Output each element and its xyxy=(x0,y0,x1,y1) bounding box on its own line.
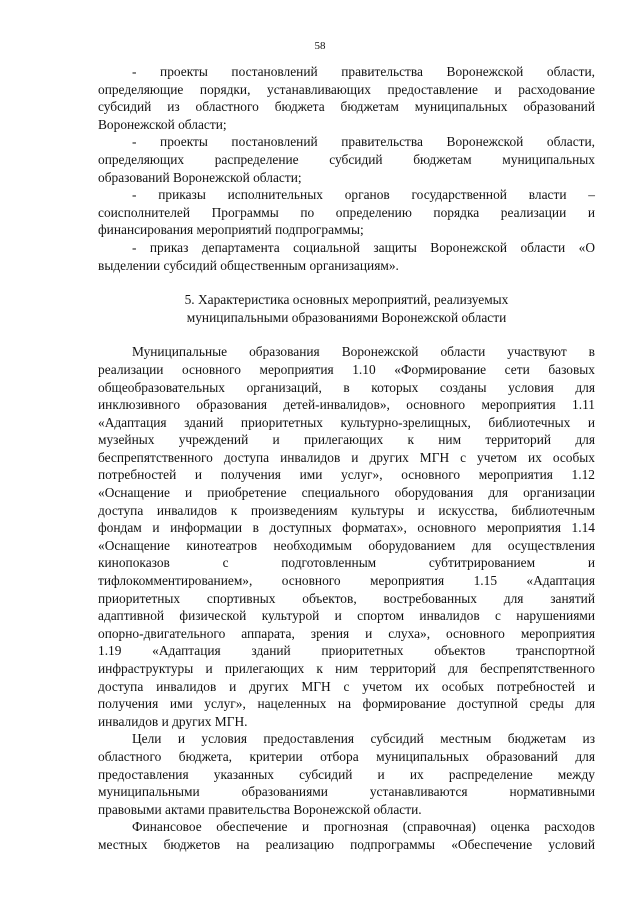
paragraph-line: местных бюджетов на реализацию подпрограммы «Обеспечение условий xyxy=(98,836,595,852)
paragraph-financing xyxy=(98,818,595,853)
list-line: соисполнителей Программы по определению порядка реализации и xyxy=(98,204,595,220)
paragraph-subsidy-conditions xyxy=(98,730,595,818)
section-heading-line: 5. Характеристика основных мероприятий, реализуемых xyxy=(184,292,509,308)
paragraph-line: «Адаптация зданий приоритетных культурно-зрелищных, библиотечных и xyxy=(98,414,595,430)
paragraph-line: Финансовое обеспечение и прогнозная (справочная) оценка расходов xyxy=(132,819,595,835)
paragraph-municipal-participation xyxy=(98,343,595,730)
paragraph-line: правовыми актами правительства Воронежской области. xyxy=(98,801,422,817)
section-heading-line: муниципальными образованиями Воронежской области xyxy=(186,309,507,325)
list-line: - проекты постановлений правительства Воронежской области, xyxy=(132,134,595,150)
body-text xyxy=(98,63,595,854)
list-line: финансирования мероприятий подпрограммы; xyxy=(98,222,364,238)
paragraph-line: «Оснащение кинотеатров необходимым оборудованием для осуществления xyxy=(98,537,595,553)
paragraph-line: тифлокомментированием», основного мероприятия 1.15 «Адаптация xyxy=(98,573,595,589)
paragraph-line: кинопоказов с подготовленным субтитрированием и xyxy=(98,555,595,571)
paragraph-line: фондам и информации в доступных форматах», основного мероприятия 1.14 xyxy=(98,520,595,536)
paragraph-line: приоритетных спортивных объектов, востребованных для занятий xyxy=(98,590,595,606)
list-line: - приказы исполнительных органов государственной власти – xyxy=(132,187,595,203)
paragraph-line: доступа инвалидов и других МГН с учетом их особых потребностей и xyxy=(98,678,595,694)
paragraph-line: музейных учреждений и прилегающих к ним территорий для xyxy=(98,432,595,448)
list-line: Воронежской области; xyxy=(98,116,227,132)
paragraph-line: Муниципальные образования Воронежской области участвуют в xyxy=(132,344,595,360)
paragraph-line: адаптивной физической культурой и спортом инвалидов с нарушениями xyxy=(98,608,595,624)
list-line: субсидий из областного бюджета бюджетам муниципальных образований xyxy=(98,99,595,115)
paragraph-line: «Оснащение и приобретение специального оборудования для организации xyxy=(98,485,595,501)
paragraph-line: Цели и условия предоставления субсидий местным бюджетам из xyxy=(132,731,595,747)
paragraph-line: беспрепятственного доступа инвалидов и других МГН с учетом их особых xyxy=(98,449,595,465)
paragraph-line: предоставления указанных субсидий и их распределение между xyxy=(98,766,595,782)
list-line: определяющих распределение субсидий бюджетам муниципальных xyxy=(98,151,595,167)
paragraph-line: реализации основного мероприятия 1.10 «Формирование сети базовых xyxy=(98,361,595,377)
paragraph-line: инфраструктуры и прилегающих к ним территорий для беспрепятственного xyxy=(98,661,595,676)
paragraph-line: областного бюджета, критерии отбора муниципальных образований для xyxy=(98,748,595,764)
list-line: - приказ департамента социальной защиты Воронежской области «О xyxy=(132,239,595,255)
list-line: образований Воронежской области; xyxy=(98,169,302,185)
paragraph-line: инвалидов и других МГН. xyxy=(98,713,248,729)
paragraph-line: опорно-двигательного аппарата, зрения и слуха», основного мероприятия xyxy=(98,625,595,641)
list-line: - проекты постановлений правительства Воронежской области, xyxy=(132,64,595,79)
paragraph-line: получения ими услуг», нацеленных на формирование доступной среды для xyxy=(98,696,595,712)
paragraph-line: доступа инвалидов к произведениям культуры и искусства, библиотечным xyxy=(98,502,595,518)
paragraph-line: общеобразовательных организаций, в которых созданы условия для xyxy=(98,379,595,395)
list-line: определяющие порядки, устанавливающих предоставление и расходование xyxy=(98,81,595,97)
action-list xyxy=(98,63,595,274)
paragraph-line: муниципальными образованиями устанавливаются нормативными xyxy=(98,784,595,800)
paragraph-line: потребностей и получения ими услуг», основного мероприятия 1.12 xyxy=(98,467,595,483)
paragraph-line: инклюзивного образования детей-инвалидов», основного мероприятия 1.11 xyxy=(98,397,595,413)
paragraph-line: 1.19 «Адаптация зданий приоритетных объектов транспортной xyxy=(98,643,595,659)
page-number: 58 xyxy=(314,40,326,52)
list-line: выделении субсидий общественным организациям». xyxy=(98,257,399,273)
section-heading xyxy=(98,291,595,326)
